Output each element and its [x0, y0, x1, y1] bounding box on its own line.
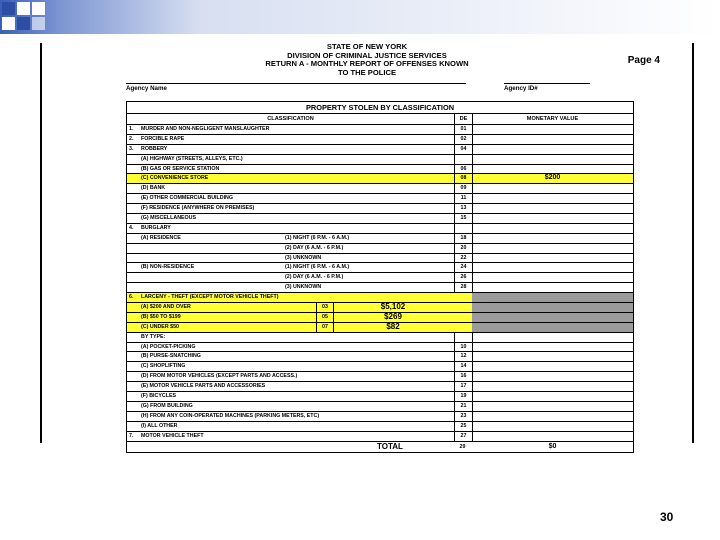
row-code [454, 224, 473, 233]
row-classification: (C) SHOPLIFTING [141, 363, 186, 370]
value-column-header: MONETARY VALUE [526, 116, 579, 122]
header-line-4: TO THE POLICE [337, 67, 397, 77]
total-value: $0 [548, 442, 557, 450]
row-classification: (A) HIGHWAY (STREETS, ALLEYS, ETC.) [141, 155, 243, 162]
row-number: 4. [129, 224, 134, 231]
form-title: PROPERTY STOLEN BY CLASSIFICATION [127, 102, 633, 114]
row-value [472, 165, 633, 174]
slide-number: 30 [660, 510, 674, 524]
table-row [127, 352, 633, 362]
row-code: 16 [454, 372, 473, 381]
slide-header-bar [0, 0, 720, 34]
row-value [472, 214, 633, 223]
row-code: 08 [454, 174, 473, 183]
row-value [472, 333, 633, 342]
larceny-row-code: 07 [316, 323, 334, 332]
column-header-row [127, 114, 633, 125]
larceny-row-label: (B) $50 TO $199 [141, 313, 181, 320]
row-number: 3. [129, 145, 134, 152]
shaded-value-cell [472, 293, 633, 302]
table-row [127, 125, 633, 135]
row-code: 02 [454, 135, 473, 144]
row-code: 15 [454, 214, 473, 223]
table-row [127, 263, 633, 273]
row-value [472, 402, 633, 411]
table-row [127, 362, 633, 372]
row-classification: (D) FROM MOTOR VEHICLES (EXCEPT PARTS AND ACCESS.) [141, 373, 298, 380]
agency-id-line [504, 83, 590, 84]
row-value [472, 234, 633, 243]
decor-square [2, 2, 15, 15]
decor-square [17, 2, 30, 15]
row-classification: ROBBERY [141, 145, 168, 152]
row-value [472, 224, 633, 233]
row-code: 14 [454, 362, 473, 371]
larceny-row-value: $82 [386, 321, 400, 331]
row-value [472, 263, 633, 272]
row-code: 27 [454, 432, 473, 441]
row-code: 09 [454, 184, 473, 193]
row-value [472, 283, 633, 292]
agency-id-label: Agency ID# [504, 85, 538, 92]
report-document [40, 42, 694, 451]
row-number: 7. [129, 432, 134, 439]
row-value [472, 382, 633, 391]
row-code: 24 [454, 263, 473, 272]
larceny-row-label: (A) $200 AND OVER [141, 304, 191, 311]
row-value [472, 145, 633, 154]
header-line-3: RETURN A - MONTHLY REPORT OF OFFENSES KNOWN [265, 59, 469, 69]
rows-section-1 [127, 125, 633, 293]
row-code: 13 [454, 204, 473, 213]
larceny-row-code: 05 [316, 313, 334, 322]
larceny-row-value: $5,102 [380, 302, 406, 312]
table-row [127, 432, 633, 442]
row-value [472, 204, 633, 213]
row-value [472, 422, 633, 431]
table-row [127, 422, 633, 432]
row-classification: FORCIBLE RAPE [141, 135, 185, 142]
row-code: 26 [454, 273, 473, 282]
row-value [472, 184, 633, 193]
row-subclass: (1) NIGHT (6 P.M. - 6 A.M.) [285, 234, 350, 241]
table-row [127, 412, 633, 422]
table-row [127, 155, 633, 165]
row-value [472, 254, 633, 263]
property-stolen-form [126, 101, 634, 453]
row-classification: (G) MISCELLANEOUS [141, 215, 197, 222]
table-row [127, 204, 633, 214]
row-code: 06 [454, 165, 473, 174]
larceny-row [127, 323, 633, 333]
row-value [472, 135, 633, 144]
row-code: 18 [454, 234, 473, 243]
row-value: $200 [544, 174, 561, 182]
larceny-row-value: $269 [384, 311, 402, 321]
row-code: 12 [454, 352, 473, 361]
row-subclass: (3) UNKNOWN [285, 284, 322, 291]
larceny-row-label: (C) UNDER $50 [141, 323, 179, 330]
row-number: 1. [129, 126, 134, 132]
table-row [127, 372, 633, 382]
decor-square [2, 17, 15, 30]
shaded-value-cell [472, 313, 633, 322]
table-row [127, 184, 633, 194]
row-value [472, 244, 633, 253]
total-code: 29 [459, 443, 466, 450]
table-row [127, 254, 633, 264]
row-code: 10 [454, 343, 473, 352]
table-row [127, 283, 633, 293]
row-value [472, 125, 633, 134]
row-subclass: (2) DAY (6 A.M. - 6 P.M.) [285, 244, 344, 251]
classification-column-header: CLASSIFICATION [267, 116, 314, 122]
row-subclass: (2) DAY (6 A.M. - 6 P.M.) [285, 274, 344, 281]
row-classification: MURDER AND NON-NEGLIGENT MANSLAUGHTER [141, 126, 270, 132]
row-value [472, 372, 633, 381]
row-classification: (B) PURSE-SNATCHING [141, 353, 201, 360]
row-code: 28 [454, 283, 473, 292]
row-subclass: (3) UNKNOWN [285, 254, 322, 261]
row-classification: (B) NON-RESIDENCE [141, 264, 195, 271]
larceny-title-row [127, 293, 633, 303]
row-code: 19 [454, 392, 473, 401]
row-classification: (A) RESIDENCE [141, 234, 181, 241]
row-value [472, 194, 633, 203]
row-code [454, 155, 473, 164]
table-row [127, 333, 633, 343]
table-row [127, 382, 633, 392]
table-row [127, 402, 633, 412]
row-number: 2. [129, 135, 134, 142]
table-row [127, 224, 633, 234]
row-classification: (D) BANK [141, 185, 166, 192]
shaded-value-cell [472, 323, 633, 332]
row-classification: MOTOR VEHICLE THEFT [141, 432, 204, 439]
total-row [127, 442, 633, 452]
page-label: Page 4 [627, 55, 660, 66]
row-classification: BY TYPE: [141, 333, 166, 340]
row-number: 6. [129, 294, 134, 301]
row-classification: BURGLARY [141, 224, 171, 231]
table-row [127, 145, 633, 155]
code-column-header: DE [454, 114, 473, 124]
decor-square [32, 2, 45, 15]
table-row [127, 174, 633, 184]
table-row [127, 135, 633, 145]
row-classification: (C) CONVENIENCE STORE [141, 175, 209, 182]
row-value [472, 362, 633, 371]
row-value [472, 432, 633, 441]
table-row [127, 392, 633, 402]
row-code: 04 [454, 145, 473, 154]
row-classification: (E) MOTOR VEHICLE PARTS AND ACCESSORIES [141, 383, 266, 390]
table-row [127, 244, 633, 254]
agency-name-label: Agency Name [126, 85, 167, 92]
row-subclass: (1) NIGHT (6 P.M. - 6 A.M.) [285, 264, 350, 271]
row-code [454, 333, 473, 342]
decor-square [17, 17, 30, 30]
row-code: 01 [454, 125, 473, 134]
row-code: 22 [454, 254, 473, 263]
row-value [472, 352, 633, 361]
table-row [127, 194, 633, 204]
table-row [127, 214, 633, 224]
larceny-title: LARCENY - THEFT (EXCEPT MOTOR VEHICLE THEFT) [141, 294, 279, 301]
row-code: 21 [454, 402, 473, 411]
row-code: 25 [454, 422, 473, 431]
header-line-2: DIVISION OF CRIMINAL JUSTICE SERVICES [287, 50, 447, 60]
agency-name-line [126, 83, 466, 84]
total-label: TOTAL [377, 441, 403, 451]
row-code: 23 [454, 412, 473, 421]
table-row [127, 273, 633, 283]
row-classification: (F) BICYCLES [141, 393, 177, 400]
report-header [42, 43, 692, 77]
row-code: 17 [454, 382, 473, 391]
shaded-value-cell [472, 303, 633, 312]
row-classification: (H) FROM ANY COIN-OPERATED MACHINES (PARKING METERS, ETC) [141, 412, 320, 419]
row-value [472, 392, 633, 401]
decor-square [32, 17, 45, 30]
row-value [472, 412, 633, 421]
table-row [127, 165, 633, 175]
row-value [472, 155, 633, 164]
larceny-row [127, 313, 633, 323]
table-row [127, 343, 633, 353]
row-classification: (I) ALL OTHER [141, 422, 178, 429]
row-value [472, 343, 633, 352]
larceny-row-code: 03 [316, 303, 334, 312]
table-row [127, 234, 633, 244]
row-classification: (A) POCKET-PICKING [141, 343, 196, 350]
row-classification: (G) FROM BUILDING [141, 402, 193, 409]
row-classification: (E) OTHER COMMERCIAL BUILDING [141, 195, 234, 202]
row-code: 11 [454, 194, 473, 203]
rows-section-2 [127, 333, 633, 442]
larceny-section [127, 293, 633, 333]
larceny-row [127, 303, 633, 313]
row-code: 20 [454, 244, 473, 253]
row-classification: (F) RESIDENCE (ANYWHERE ON PREMISES) [141, 205, 255, 212]
row-classification: (B) GAS OR SERVICE STATION [141, 165, 220, 172]
header-line-1: STATE OF NEW YORK [326, 42, 408, 51]
row-value [472, 273, 633, 282]
